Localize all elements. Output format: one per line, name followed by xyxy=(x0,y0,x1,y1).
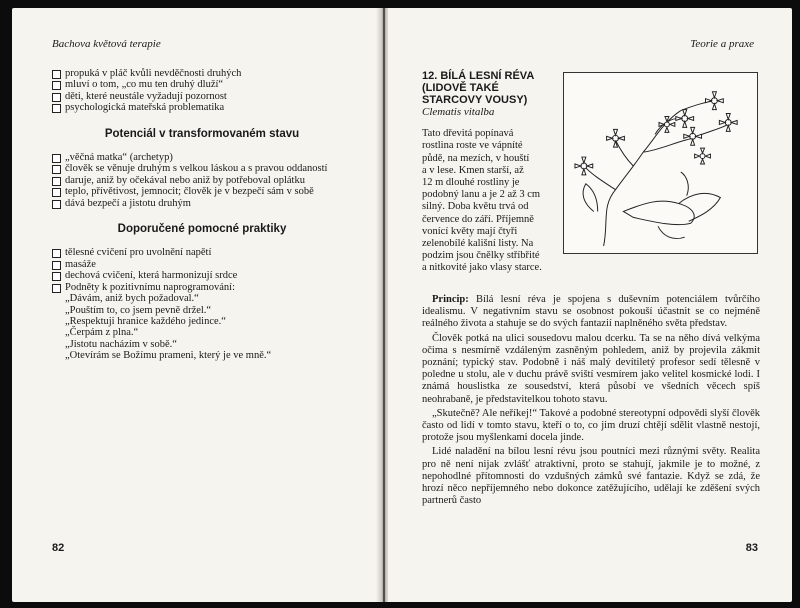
list-item: děti, které neustále vyžadují pozornost xyxy=(52,91,352,102)
affirmation-line: „Otevírám se Božímu prameni, který je ve mně.“ xyxy=(65,350,272,362)
description-line: silný. Doba květu trvá od xyxy=(422,201,529,213)
description-line: a v lese. Kmen starší, až xyxy=(422,164,524,176)
list-item: člověk se věnuje druhým s velkou láskou a s pravou oddaností xyxy=(52,163,352,174)
right-page xyxy=(388,8,792,602)
list-item: propuká v pláč kvůli nevděčnosti druhých xyxy=(52,68,352,79)
potential-bullet-list xyxy=(52,152,352,209)
description-line: Tato dřevitá popínavá xyxy=(422,128,514,140)
list-item: dechová cvičení, která harmonizují srdce xyxy=(52,270,352,281)
running-head-right: Teorie a praxe xyxy=(690,38,754,50)
description-line: vonící květy mají čtyři xyxy=(422,225,518,237)
latin-name: Clematis vitalba xyxy=(422,106,495,118)
principle-label: Princip: xyxy=(432,294,469,305)
chapter-header-block xyxy=(422,70,760,292)
page-number-right: 83 xyxy=(745,542,758,554)
section-title-practices: Doporučené pomocné praktiky xyxy=(117,223,287,236)
practices-bullet-list xyxy=(52,247,352,361)
section-title-potential: Potenciál v transformovaném stavu xyxy=(104,127,300,140)
running-head-left: Bachova květová terapie xyxy=(52,38,161,50)
page-number-left: 82 xyxy=(52,542,65,554)
list-item: tělesné cvičení pro uvolnění napětí xyxy=(52,247,352,258)
affirmation-line: „Jistotu nacházím v sobě.“ xyxy=(65,338,177,350)
affirmation-line: „Respektuji hranice každého jedince.“ xyxy=(65,315,226,327)
description-line: půdě, na mezích, v houští xyxy=(422,152,530,164)
list-item: „věčná matka“ (archetyp) xyxy=(52,152,352,163)
description-line: podobný lanu a je 2 až 3 cm xyxy=(422,189,541,201)
list-item: teplo, přívětivost, jemnocit; člověk je v bezpečí sám v sobě xyxy=(52,186,352,197)
list-item: daruje, aniž by očekával nebo aniž by potřeboval oplátku xyxy=(52,175,352,186)
body-paragraph: Lidé naladění na bílou lesní révu jsou poutníci mezi různými světy. Realita pro ně není nijak zvlášť atraktivní, proto se stahují, jakmile je to možné, z nepohodlné přítomnosti do vzdušných zámků své fantazie. Když se zdá, že hrozí něco nepříjemného nebo dokonce zatěžujícího, udělají ke zděšení svých partnerů často xyxy=(422,446,760,507)
body-paragraph: „Skutečně? Ale neříkej!“ Takové a podobné stereotypní odpovědi slyší člověk často od lidí v tomto stavu, kteří o to, co jim druzí chtějí sdělit vlastně nestojí, protože jsou myšlenkami docela jinde. xyxy=(422,407,760,444)
affirmation-line: „Dávám, aniž bych požadoval.“ xyxy=(65,293,199,305)
chapter-title-line: STARCOVY VOUSY) xyxy=(422,94,528,106)
body-paragraph: Člověk potká na ulici sousedovu malou dcerku. Ta se na něho dívá velkýma očima s nesmírně vzdáleným zasněným pohledem, aniž by projevila zákmit poznání; typický stav. Podobně i náš malý devítiletý profesor sedí tělesně v poledne u stolu, ale v duchu právě sviští vesmírem jako velitel kosmické lodi. I známá houslistka ze sousedství, která působí ve všedních věcech spíš neohrabaně, je představitelkou tohoto stavu. xyxy=(422,332,760,405)
chapter-title xyxy=(422,70,557,106)
list-item: psychologická mateřská problematika xyxy=(52,102,352,113)
right-page-content xyxy=(422,70,760,507)
clematis-illustration xyxy=(563,72,758,254)
list-item: dává bezpečí a jistotu druhým xyxy=(52,198,352,209)
left-page xyxy=(12,8,382,602)
list-item: mluví o tom, „co mu ten druhý dluží“ xyxy=(52,79,352,90)
description-line: 12 m dlouhé rostliny je xyxy=(422,177,520,189)
top-bullet-list xyxy=(52,68,352,114)
affirmation-line: „Čerpám z plna.“ xyxy=(65,327,139,339)
list-item: masáže xyxy=(52,259,352,270)
list-item: Podněty k pozitivnímu naprogramování: xyxy=(52,282,352,293)
affirmation-line: „Pouštím to, co jsem pevně držel.“ xyxy=(65,304,212,316)
description-line: zelenobílé kališní listy. Na xyxy=(422,238,534,250)
chapter-title-line: (LIDOVĚ TAKÉ xyxy=(422,82,499,94)
clematis-drawing-icon xyxy=(564,73,757,253)
principle-paragraph xyxy=(422,294,760,331)
description-line: a nitkovité jako vlasy starce. xyxy=(422,262,542,274)
chapter-text-column xyxy=(422,70,557,275)
principle-text: Bílá lesní réva je spojena s duševním potenciálem tvůrčího idealismu. V negativním stavu se osobnost pokouší účastnit se co nejméně reálného života a stahuje se do svých fantazií naplněného světa představ. xyxy=(422,294,760,330)
description-line: července do září. Příjemně xyxy=(422,213,534,225)
chapter-title-line: 12. BÍLÁ LESNÍ RÉVA xyxy=(422,70,535,82)
description-line: rostlina roste ve vápníté xyxy=(422,140,523,152)
plant-description xyxy=(422,128,557,274)
left-page-content xyxy=(52,68,352,362)
description-line: podzim jsou čnělky stříbřité xyxy=(422,250,540,262)
